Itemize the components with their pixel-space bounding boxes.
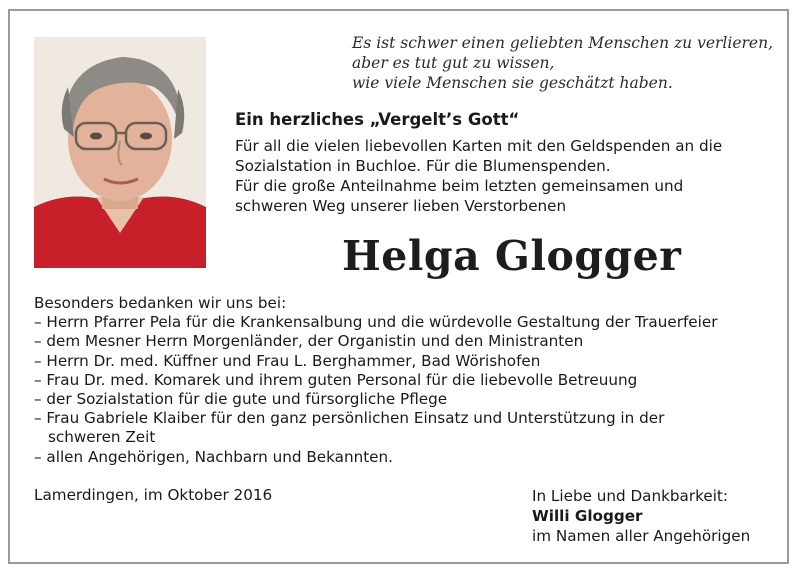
quote-line: wie viele Menschen sie geschätzt haben. [352,74,673,92]
list-item-continuation: schweren Zeit [48,428,156,447]
thanks-body [235,136,722,216]
list-item: – der Sozialstation für die gute und fürsorgliche Pflege [34,390,448,409]
thanks-line: Sozialstation in Buchloe. Für die Blumenspenden. [235,157,611,175]
signature-name: Willi Glogger [532,507,643,525]
list-item: – dem Mesner Herrn Morgenländer, der Organistin und den Ministranten [34,332,584,351]
acknowledgements-intro: Besonders bedanken wir uns bei: [34,294,287,312]
signature-line: im Namen aller Angehörigen [532,527,751,545]
list-item: – Herrn Dr. med. Küffner und Frau L. Berghammer, Bad Wörishofen [34,351,541,370]
thanks-line: Für all die vielen liebevollen Karten mit den Geldspenden an die [235,137,723,155]
quote-line: aber es tut gut zu wissen, [352,54,555,72]
thanks-heading: Ein herzliches „Vergelt’s Gott“ [235,110,520,129]
portrait-photo [34,37,206,268]
signature-block [532,486,750,546]
list-item: – allen Angehörigen, Nachbarn und Bekannten. [34,447,393,466]
acknowledgements-list [34,294,717,467]
thanks-line: Für die große Anteilnahme beim letzten gemeinsamen und [235,177,684,195]
thanks-line: schweren Weg unserer lieben Verstorbenen [235,197,567,215]
signature-line: In Liebe und Dankbarkeit: [532,487,728,505]
quote-line: Es ist schwer einen geliebten Menschen zu verlieren, [352,34,773,52]
place-date: Lamerdingen, im Oktober 2016 [34,486,273,504]
list-item: – Frau Gabriele Klaiber für den ganz persönlichen Einsatz und Unterstützung in der [34,409,665,428]
list-item: – Frau Dr. med. Komarek und ihrem guten Personal für die liebevolle Betreuung [34,370,638,389]
quote-block [352,33,782,93]
deceased-name: Helga Glogger [342,232,682,280]
list-item: – Herrn Pfarrer Pela für die Krankensalbung und die würdevolle Gestaltung der Trauerfeier [34,313,718,332]
